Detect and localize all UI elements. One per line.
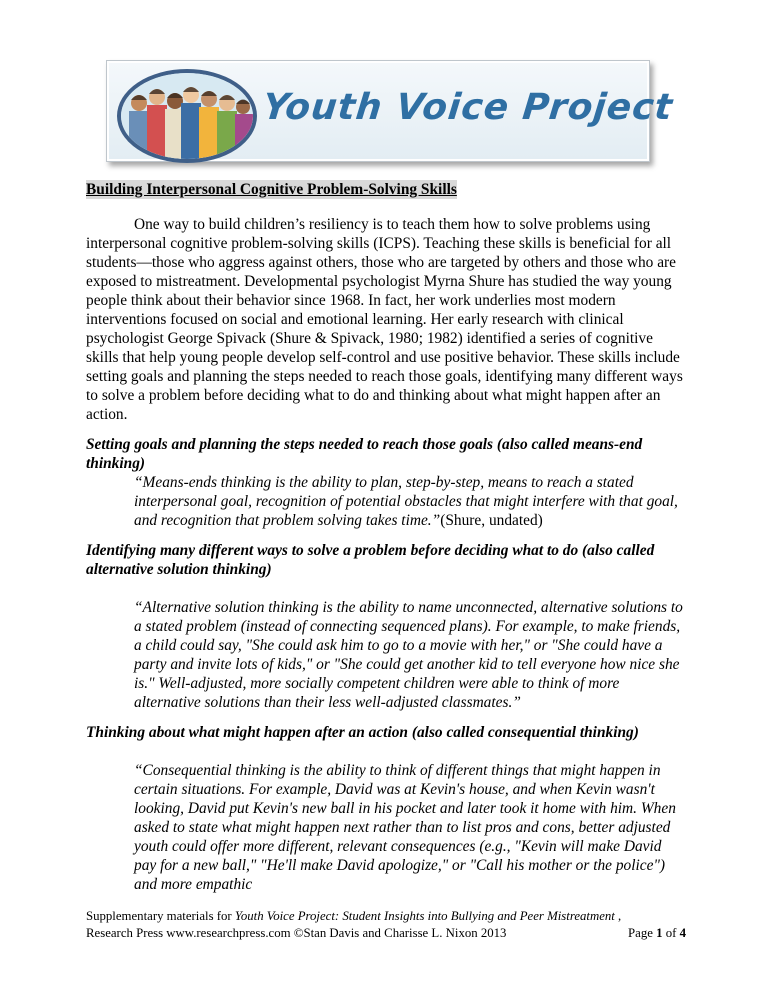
subheading-alternative-solution: Identifying many different ways to solve a problem before deciding what to do (also called alternative solution thinking) — [86, 542, 655, 578]
subheading-means-end: Setting goals and planning the steps needed to reach those goals (also called means-end thinking) — [86, 436, 643, 472]
footer-book-title: Youth Voice Project: Student Insights into Bullying and Peer Mistreatment — [234, 909, 615, 923]
page-number — [628, 925, 686, 942]
page-current: 1 — [656, 926, 663, 940]
section-heading: Building Interpersonal Cognitive Problem-Solving Skills — [86, 181, 457, 198]
document-body — [86, 180, 686, 894]
intro-paragraph: One way to build children’s resiliency is to teach them how to solve problems using interpersonal cognitive problem-solving skills (ICPS). Teaching these skills is beneficial for all students—those who aggress against others, those who are targeted by others and those who are exposed to mistreatment. Developmental psychologist Myrna Shure has studied the way young people think about their behavior since 1968. In fact, her work underlies most modern interventions focused on social and emotional learning. Her early research with clinical psychologist George Spivack (Shure & Spivack, 1980; 1982) identified a series of cognitive skills that help young people develop self-control and use positive behavior. These skills include setting goals and planning the steps needed to reach those goals, identifying many different ways to solve a problem before deciding what to do and thinking about what might happen after an action. — [86, 216, 683, 423]
page-total: 4 — [679, 926, 686, 940]
page-prefix: Page — [628, 926, 657, 940]
footer-copyright: Research Press www.researchpress.com ©Stan Davis and Charisse L. Nixon 2013 — [86, 926, 507, 940]
quote-alternative-solution: “Alternative solution thinking is the ability to name unconnected, alternative solutions to a stated problem (instead of connecting sequenced plans). For example, to make friends, a child could say, "She could ask him to go to a movie with her," or "She could have a party and invite lots of kids," or "She could get another kid to tell everyone how nice she is." Well-adjusted, more socially competent children were able to think of more alternative solutions than their less well-adjusted classmates.” — [134, 599, 683, 711]
subheading-consequential: Thinking about what might happen after an action (also called consequential thinking) — [86, 724, 639, 741]
footer-line-1 — [86, 908, 686, 925]
footer-line1-end: , — [614, 909, 622, 923]
students-photo-icon — [117, 69, 257, 163]
quote-source: (Shure, undated) — [440, 512, 543, 529]
quote-means-end — [134, 473, 686, 530]
quote-consequential: “Consequential thinking is the ability to think of different things that might happen in certain situations. For example, David was at Kevin's house, and when Kevin wasn't looking, David put Kevin's new ball in his pocket and later took it home with him. When asked to state what might happen next rather than to list pros and cons, better adjusted youth could offer more different, relevant consequences (e.g., "Kevin will make David pay for a new ball," "He'll make David apologize," or "Call his mother or the police") and more empathic — [134, 762, 676, 893]
page-footer — [86, 908, 686, 942]
banner-title: Youth Voice Project — [260, 87, 675, 128]
page-mid: of — [662, 926, 680, 940]
quote-text: “Means-ends thinking is the ability to plan, step-by-step, means to reach a stated interpersonal goal, recognition of potential obstacles that might interfere with that goal, and recognition that problem solving takes time.” — [134, 474, 678, 529]
footer-prefix: Supplementary materials for — [86, 909, 235, 923]
banner — [106, 60, 675, 162]
footer-line-2 — [86, 925, 686, 942]
banner-background — [109, 63, 675, 159]
